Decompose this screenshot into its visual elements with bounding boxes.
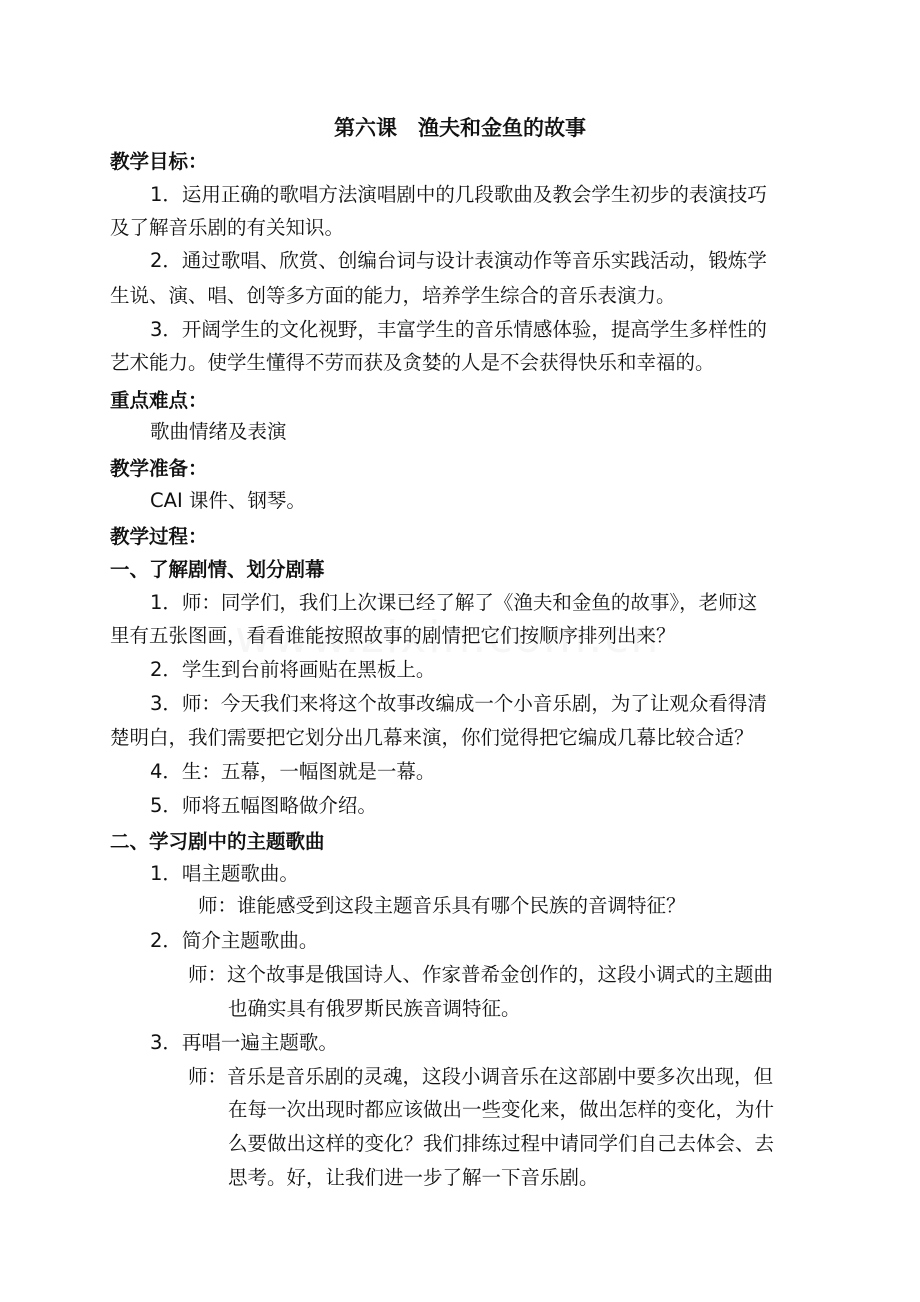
section-1-item-1-line-1: 1．师：同学们，我们上次课已经了解了《渔夫和金鱼的故事》，老师这 bbox=[150, 591, 758, 614]
section-2-item-3-sub-line-2: 在每一次出现时都应该做出一些变化来，做出怎样的变化，为什 bbox=[228, 1098, 775, 1121]
objective-3-line-2: 艺术能力。使学生懂得不劳而获及贪婪的人是不会获得快乐和幸福的。 bbox=[110, 351, 715, 374]
section-2-item-2-sub-line-2: 也确实具有俄罗斯民族音调特征。 bbox=[228, 997, 521, 1020]
section-2-item-3-sub-line-1: 师：音乐是音乐剧的灵魂，这段小调音乐在这部剧中要多次出现，但 bbox=[188, 1065, 774, 1088]
page-title: 第六课 渔夫和金鱼的故事 bbox=[334, 116, 586, 140]
section-2-item-2-sub-line-1: 师：这个故事是俄国诗人、作家普希金创作的，这段小调式的主题曲 bbox=[188, 963, 774, 986]
section-1-item-3-line-2: 楚明白，我们需要把它划分出几幕来演，你们觉得把它编成几幕比较合适？ bbox=[110, 726, 754, 749]
section-2-item-2: 2．简介主题歌曲。 bbox=[150, 929, 319, 952]
objective-1-line-1: 1．运用正确的歌唱方法演唱剧中的几段歌曲及教会学生初步的表演技巧 bbox=[150, 183, 767, 206]
objective-3-line-1: 3．开阔学生的文化视野，丰富学生的音乐情感体验，提高学生多样性的 bbox=[150, 318, 767, 341]
key-points-text: 歌曲情绪及表演 bbox=[150, 420, 287, 443]
section-2-item-3-sub-line-3: 么要做出这样的变化？我们排练过程中请同学们自己去体会、去 bbox=[228, 1132, 775, 1155]
process-heading: 教学过程： bbox=[110, 525, 208, 548]
section-1-heading: 一、了解剧情、划分剧幕 bbox=[110, 558, 325, 581]
section-1-item-2: 2．学生到台前将画贴在黑板上。 bbox=[150, 658, 436, 681]
section-2-item-3: 3．再唱一遍主题歌。 bbox=[150, 1031, 338, 1054]
section-2-item-1-sub: 师：谁能感受到这段主题音乐具有哪个民族的音调特征？ bbox=[198, 894, 686, 917]
preparation-text: CAI 课件、钢琴。 bbox=[150, 489, 306, 512]
section-1-item-1-line-2: 里有五张图画，看看谁能按照故事的剧情把它们按顺序排列出来？ bbox=[110, 624, 676, 647]
section-2-item-3-sub-line-4: 思考。好，让我们进一步了解一下音乐剧。 bbox=[228, 1166, 599, 1189]
section-1-item-5: 5．师将五幅图略做介绍。 bbox=[150, 794, 377, 817]
section-2-item-1: 1．唱主题歌曲。 bbox=[150, 862, 299, 885]
objective-2-line-2: 生说、演、唱、创等多方面的能力，培养学生综合的音乐表演力。 bbox=[110, 284, 676, 307]
objective-1-line-2: 及了解音乐剧的有关知识。 bbox=[110, 216, 345, 239]
objective-2-line-1: 2．通过歌唱、欣赏、创编台词与设计表演动作等音乐实践活动，锻炼学 bbox=[150, 249, 767, 272]
section-2-heading: 二、学习剧中的主题歌曲 bbox=[110, 830, 325, 853]
section-1-item-4: 4．生：五幕，一幅图就是一幕。 bbox=[150, 760, 436, 783]
objectives-heading: 教学目标： bbox=[110, 150, 208, 173]
key-points-heading: 重点难点： bbox=[110, 389, 208, 412]
section-1-item-3-line-1: 3．师：今天我们来将这个故事改编成一个小音乐剧，为了让观众看得清 bbox=[150, 692, 767, 715]
preparation-heading: 教学准备： bbox=[110, 457, 208, 480]
